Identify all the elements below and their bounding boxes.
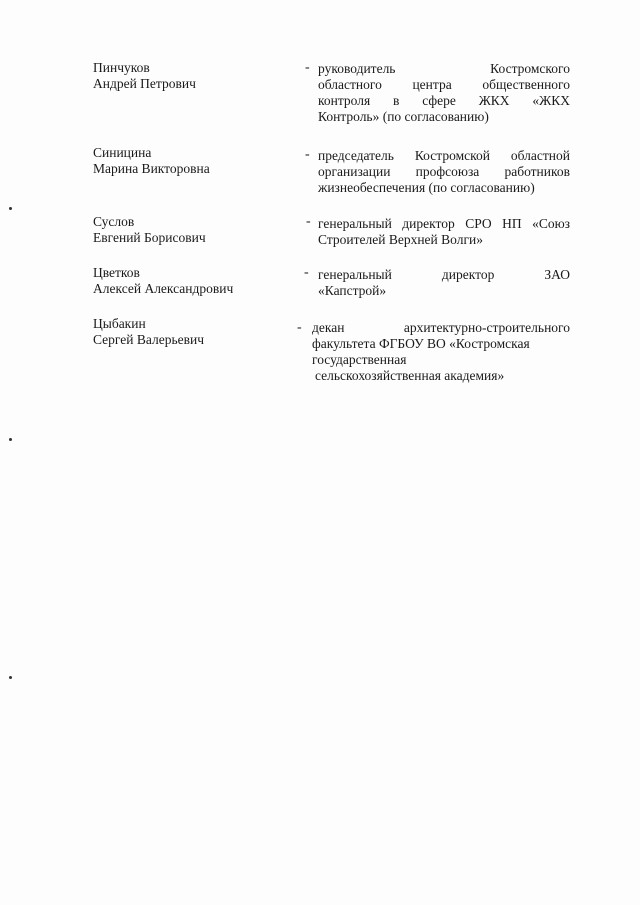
position-line: Строителей Верхней Волги» [318,232,483,247]
separator-dash: - [304,265,309,280]
member-position [318,216,570,248]
member-name [93,214,293,246]
position-line: государственная [312,352,407,367]
separator-dash: - [297,320,302,335]
scan-speck [9,438,12,441]
scan-speck [9,207,12,210]
member-position [318,267,570,299]
member-surname: Суслов [93,214,135,229]
position-line: сельскохозяйственная академия» [315,368,505,383]
member-name [93,316,293,348]
separator-dash: - [306,214,311,229]
member-given-name: Марина Викторовна [93,161,210,176]
member-surname: Цветков [93,265,140,280]
member-name [93,145,293,177]
member-surname: Синицина [93,145,152,160]
member-given-name: Андрей Петрович [93,76,196,91]
member-name [93,265,293,297]
position-line: генеральный директор ЗАО [318,267,570,282]
member-surname: Пинчуков [93,60,150,75]
position-line: организации профсоюза работников [318,164,570,179]
position-line: жизнеобеспечения (по согласованию) [318,180,535,195]
scan-speck [9,676,12,679]
member-position [312,320,570,384]
position-line: декан архитектурно-строительного [312,320,570,335]
position-line: Контроль» (по согласованию) [318,109,489,124]
position-line: председатель Костромской областной [318,148,570,163]
separator-dash: - [305,60,310,75]
position-line: контроля в сфере ЖКХ «ЖКХ [318,93,570,108]
position-line: факультета ФГБОУ ВО «Костромская [312,336,530,351]
member-surname: Цыбакин [93,316,146,331]
member-given-name: Сергей Валерьевич [93,332,204,347]
position-line: руководитель Костромского [318,61,570,76]
member-given-name: Алексей Александрович [93,281,234,296]
member-position [318,61,570,125]
member-name [93,60,293,92]
position-line: областного центра общественного [318,77,570,92]
position-line: генеральный директор СРО НП «Союз [318,216,570,231]
position-line: «Капстрой» [318,283,387,298]
separator-dash: - [305,147,310,162]
member-position [318,148,570,196]
member-given-name: Евгений Борисович [93,230,206,245]
